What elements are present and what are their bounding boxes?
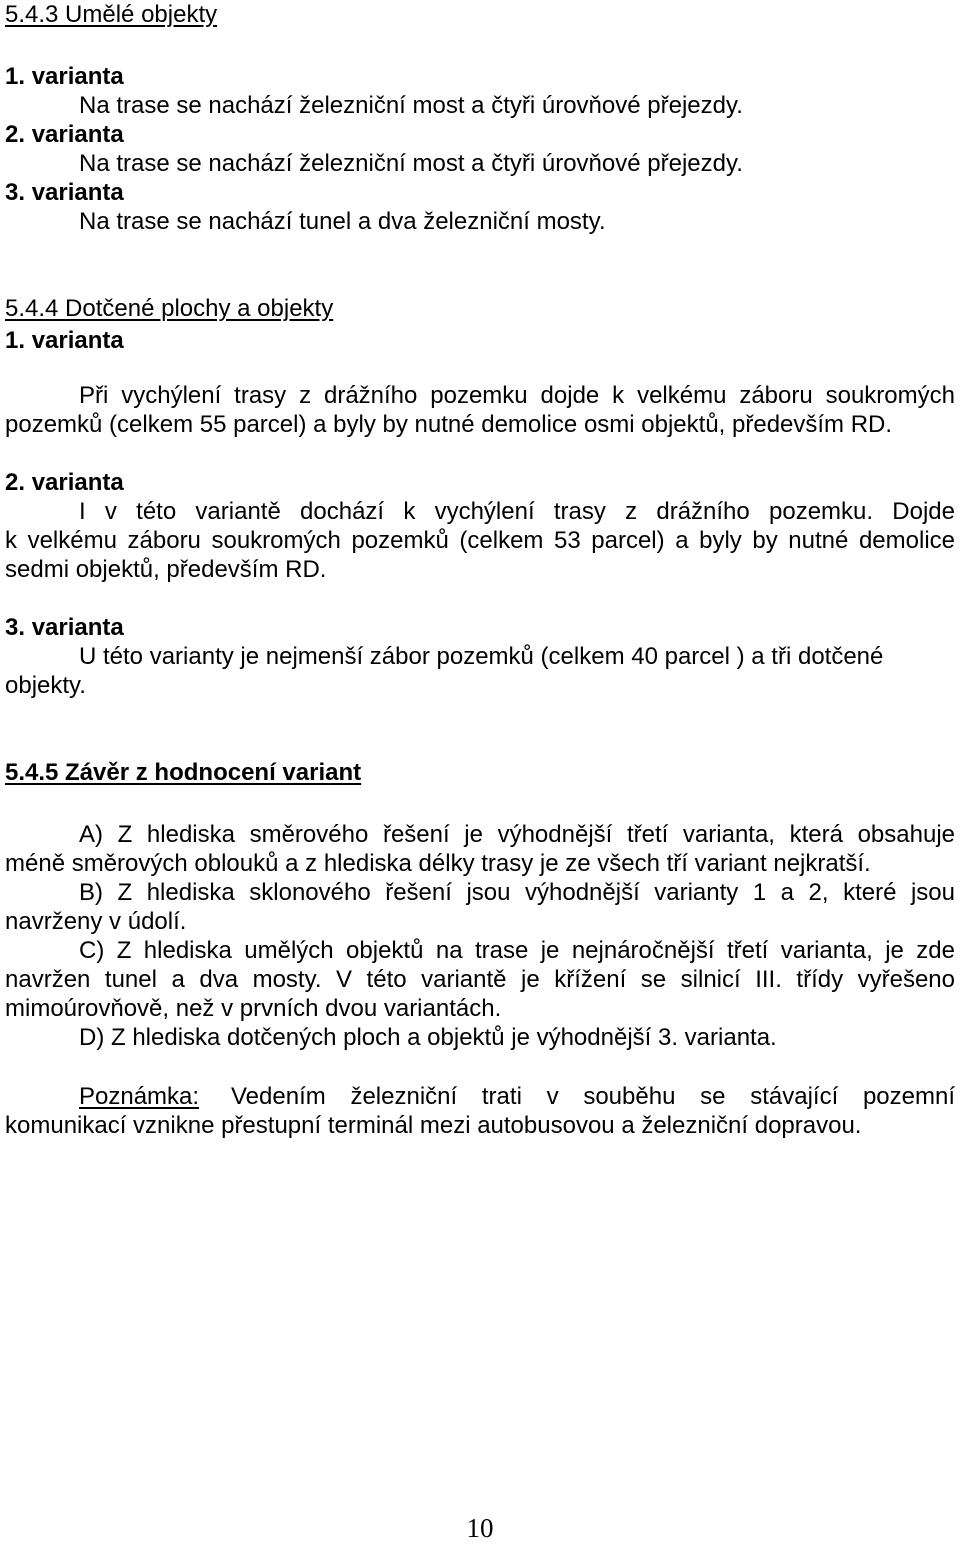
paragraph-line: Při vychýlení trasy z drážního pozemku dojde k velkému záboru soukromých [79,382,955,409]
paragraph-line: C) Z hlediska umělých objektů na trase je nejnáročnější třetí varianta, je zde [79,937,955,964]
variant-text-3: Na trase se nachází tunel a dva železniční mosty. [79,208,606,235]
paragraph-line: méně směrových oblouků a z hlediska délky trasy je ze všech tří variant nejkratší. [5,850,871,877]
note-text: komunikací vznikne přestupní terminál mezi autobusovou a železniční dopravou. [5,1112,862,1139]
variant-label-3: 3. varianta [5,614,124,641]
note-text: Vedením železniční trati v souběhu se stávající pozemní [231,1083,955,1110]
variant-label-1: 1. varianta [5,63,124,90]
paragraph-line: pozemků (celkem 55 parcel) a byly by nutné demolice osmi objektů, především RD. [5,411,893,438]
paragraph-line: navržen tunel a dva mosty. V této variantě je křížení se silnicí III. třídy vyřešeno [5,966,955,993]
paragraph-line: objekty. [5,672,86,699]
paragraph-line: B) Z hlediska sklonového řešení jsou výhodnější varianty 1 a 2, které jsou [79,879,955,906]
variant-text-2: Na trase se nachází železniční most a čtyři úrovňové přejezdy. [79,150,743,177]
paragraph-line: D) Z hlediska dotčených ploch a objektů je výhodnější 3. varianta. [79,1024,777,1051]
section-heading-5-4-5: 5.4.5 Závěr z hodnocení variant [5,759,362,786]
section-heading-5-4-3: 5.4.3 Umělé objekty [5,1,218,28]
page-number: 10 [466,1513,494,1543]
paragraph-line: k velkému záboru soukromých pozemků (celkem 53 parcel) a byly by nutné demolice [5,527,955,554]
paragraph-line: mimoúrovňově, než v prvních dvou variantách. [5,995,502,1022]
paragraph-line: I v této variantě dochází k vychýlení trasy z drážního pozemku. Dojde [79,498,955,525]
paragraph-line: U této varianty je nejmenší zábor pozemků (celkem 40 parcel ) a tři dotčené [79,643,884,670]
paragraph-line: sedmi objektů, především RD. [5,556,327,583]
note-label: Poznámka: [79,1083,200,1110]
section-heading-5-4-4: 5.4.4 Dotčené plochy a objekty [5,295,334,322]
variant-label-3: 3. varianta [5,179,124,206]
variant-text-1: Na trase se nachází železniční most a čtyři úrovňové přejezdy. [79,92,743,119]
paragraph-line: A) Z hlediska směrového řešení je výhodnější třetí varianta, která obsahuje [79,821,955,848]
variant-label-2: 2. varianta [5,121,124,148]
paragraph-line: navrženy v údolí. [5,908,187,935]
variant-label-1: 1. varianta [5,327,124,354]
variant-label-2: 2. varianta [5,469,124,496]
